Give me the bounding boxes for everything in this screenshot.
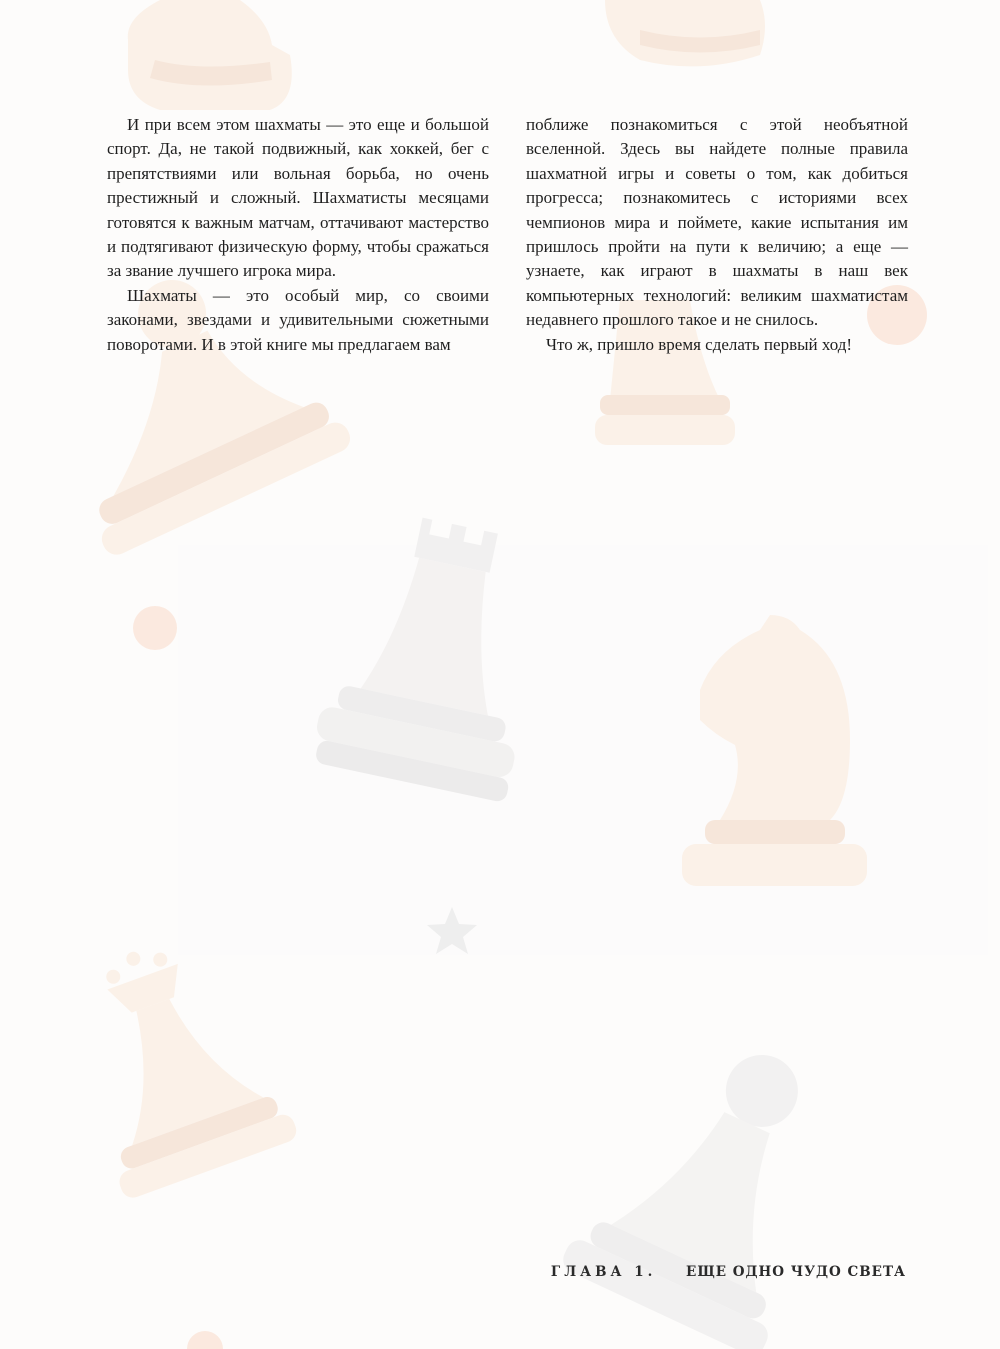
right-paragraph-1: поближе познакомиться с этой необъятной вселенной. Здесь вы найдете полные правила шахматной игры и советы о том, как добиться прогресса; познакомитесь с историями всех чемпионов мира и поймете, какие испытания им пришлось пройти на пути к величию; а еще — узнаете, как играют в шахматы в наш век компьютерных технологий: великим шахматистам недавнего прошлого такое и не снилось. xyxy=(526,115,908,330)
left-text-column xyxy=(107,113,489,357)
pawn-bottom xyxy=(559,1012,877,1349)
left-paragraph-1: И при всем этом шахматы — это еще и большой спорт. Да, не такой подвижный, как хоккей, бег с препятствиями или вольная борьба, но очень престижный и сложный. Шахматисты месяцами готовятся к важным матчам, оттачивают мастерство и подтягивают физическую форму, чтобы сражаться за звание лучшего игрока мира. xyxy=(107,115,489,281)
right-text-column xyxy=(526,113,908,357)
chapter-title: ЕЩЕ ОДНО ЧУДО СВЕТА xyxy=(686,1264,906,1280)
pawn-base-top-center xyxy=(605,0,765,66)
left-paragraph-2: Шахматы — это особый мир, со своими законами, звездами и удивительными сюжетными поворотами. И в этой книге мы предлагаем вам xyxy=(107,285,489,354)
chapter-number: ГЛАВА 1. xyxy=(550,1264,657,1280)
pawn-base-top-left xyxy=(128,0,292,110)
orange-dot-left xyxy=(133,606,177,650)
right-paragraph-2: Что ж, пришло время сделать первый ход! xyxy=(546,334,853,354)
orange-dot-bottom xyxy=(187,1331,223,1349)
running-footer xyxy=(551,1264,906,1280)
background-card xyxy=(178,545,988,955)
queen-piece xyxy=(46,920,299,1201)
